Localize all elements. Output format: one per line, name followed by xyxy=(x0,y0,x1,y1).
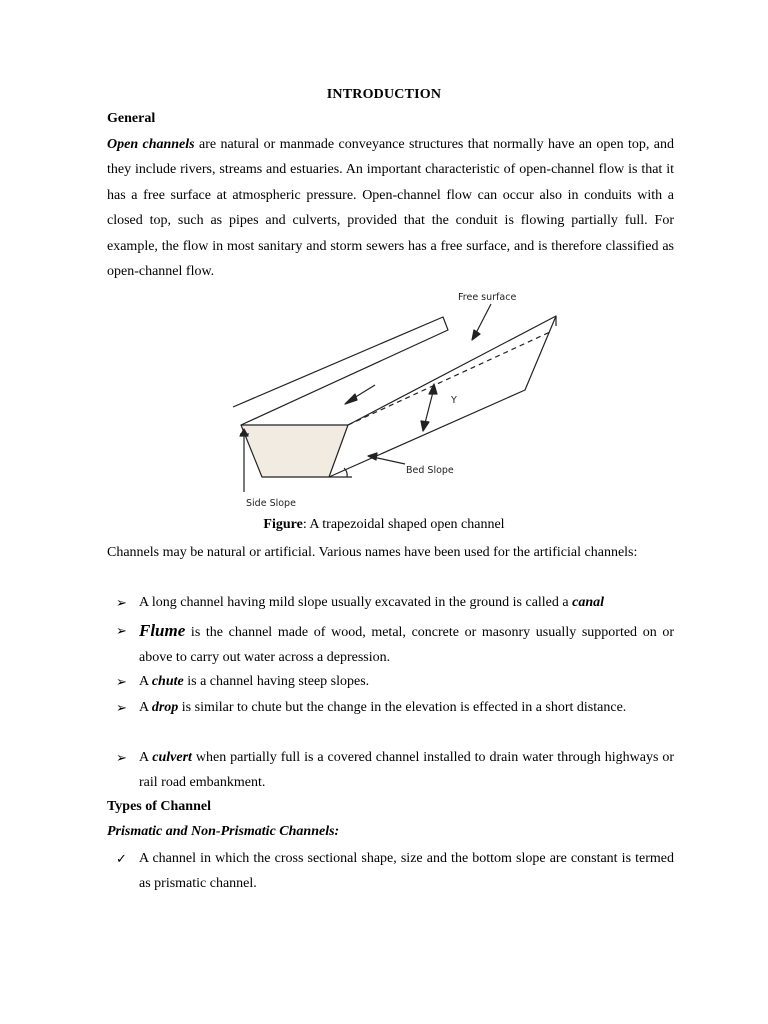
list-item-prismatic xyxy=(116,846,674,896)
bed-slope-pointer xyxy=(373,457,405,464)
term-canal: canal xyxy=(572,595,605,610)
arrow-bullet-icon: ➢ xyxy=(116,623,127,638)
label-side-slope: Side Slope xyxy=(246,498,296,509)
subheading-prismatic: Prismatic and Non-Prismatic Channels: xyxy=(107,824,340,839)
term-chute: chute xyxy=(151,674,184,689)
label-y: Y xyxy=(451,395,457,406)
list-item-text: A channel in which the cross sectional shape, size and the bottom slope are constant is termed as prismatic channel. xyxy=(139,851,674,891)
list-item-drop xyxy=(116,695,674,720)
list-item-text: is similar to chute but the change in the elevation is effected in a short distance. xyxy=(178,700,627,715)
list-item-flume xyxy=(116,618,674,670)
arrow-bullet-icon: ➢ xyxy=(116,674,127,689)
arrow-bullet-icon: ➢ xyxy=(116,700,127,715)
depth-arrow-head-top xyxy=(429,384,437,394)
term-culvert: culvert xyxy=(152,750,192,765)
label-free-surface: Free surface xyxy=(458,292,517,303)
list-item-text: is a channel having steep slopes. xyxy=(183,674,370,689)
checkmark-icon: ✓ xyxy=(116,851,127,866)
section-heading-general: General xyxy=(107,111,156,126)
page-title: INTRODUCTION xyxy=(326,87,442,102)
water-section xyxy=(241,425,348,477)
free-surface-pointer-head xyxy=(472,330,480,340)
arrow-bullet-icon: ➢ xyxy=(116,750,127,765)
list-item-canal xyxy=(116,590,674,615)
list-item-text: A xyxy=(139,674,152,689)
right-face xyxy=(329,316,556,477)
list-item-text: A xyxy=(139,750,153,765)
channels-intro-paragraph: Channels may be natural or artificial. Various names have been used for the artificial channels: xyxy=(107,545,638,560)
depth-arrow-head-bottom xyxy=(421,421,429,431)
list-item-text: A xyxy=(139,700,152,715)
list-item-text: is the channel made of wood, metal, concrete or masonry usually supported on or above to carry out water across a depression. xyxy=(139,625,674,665)
list-item-text: A long channel having mild slope usually excavated in the ground is called a xyxy=(139,595,573,610)
figure-caption-label: Figure xyxy=(263,517,303,532)
free-surface-pointer xyxy=(475,304,491,335)
general-paragraph-text: are natural or manmade conveyance structures that normally have an open top, and they include rivers, streams and estuaries. An important characteristic of open-channel flow is that it has a free surface at atmospheric pressure. Open-channel flow can occur also in conduits with a closed top, such as pipes and culverts, provided that the conduit is flowing partially full. For example, the flow in most sanitary and storm sewers has a free surface, and is therefore classified as open-channel flow. xyxy=(107,137,674,280)
list-item-text: when partially full is a covered channel installed to drain water through highways or rail road embankment. xyxy=(139,750,674,790)
label-bed-slope: Bed Slope xyxy=(406,465,454,476)
term-drop: drop xyxy=(151,700,179,715)
figure-caption xyxy=(0,517,768,533)
left-bank xyxy=(233,317,448,425)
section-heading-types-of-channel: Types of Channel xyxy=(107,799,211,814)
term-flume: Flume xyxy=(139,621,186,640)
figure-caption-text: : A trapezoidal shaped open channel xyxy=(302,517,505,532)
free-surface-line xyxy=(348,332,550,425)
flow-arrow-head xyxy=(345,394,357,404)
list-item-culvert xyxy=(116,745,674,795)
arrow-bullet-icon: ➢ xyxy=(116,595,127,610)
general-paragraph xyxy=(107,132,674,284)
trapezoidal-channel-figure xyxy=(225,284,565,514)
term-open-channels: Open channels xyxy=(107,137,195,152)
list-item-chute xyxy=(116,669,674,694)
